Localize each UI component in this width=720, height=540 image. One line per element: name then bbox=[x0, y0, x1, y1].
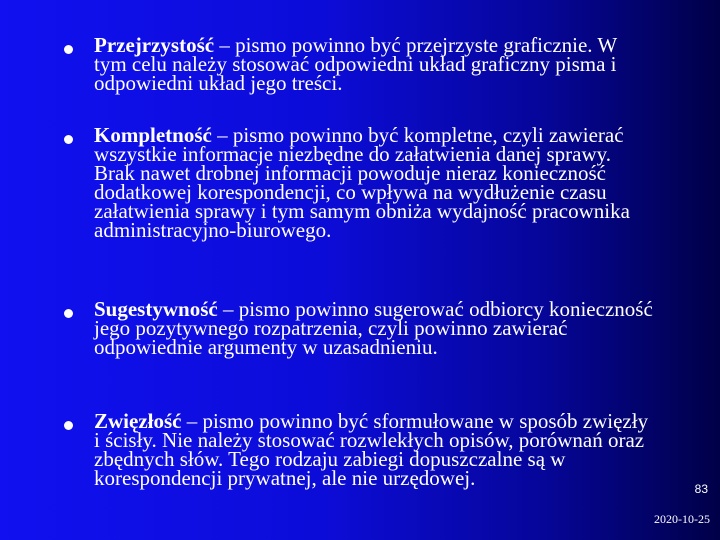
slide-date: 2020-10-25 bbox=[654, 512, 710, 526]
page-number: 83 bbox=[694, 482, 708, 496]
bullet-dot-icon bbox=[64, 309, 73, 318]
bullet-text bbox=[94, 297, 654, 359]
bullet-term: Przejrzystość bbox=[94, 33, 215, 57]
bullet-term: Sugestywność bbox=[94, 297, 218, 321]
bullet-text bbox=[94, 123, 654, 242]
bullet-dot-icon bbox=[64, 421, 73, 430]
bullet-description: – pismo powinno być sformułowane w sposób zwięzły i ścisły. Nie należy stosować rozwlekłych opisów, porównań oraz zbędnych słów. Tego rodzaju zabiegi dopuszczalne są w korespondencji prywatnej, ale nie urzędowej. bbox=[94, 409, 649, 490]
bullet-text bbox=[94, 33, 654, 95]
bullet-description: – pismo powinno być kompletne, czyli zawierać wszystkie informacje niezbędne do załatwienia danej sprawy. Brak nawet drobnej informacji powoduje nieraz konieczność dodatkowej korespondencji, co wpływa na wydłużenie czasu załatwienia sprawy i tym samym obniża wydajność pracownika administracyjno-biurowego. bbox=[94, 123, 630, 242]
bullet-term: Zwięzłość bbox=[94, 409, 182, 433]
bullet-term: Kompletność bbox=[94, 123, 212, 147]
bullet-dot-icon bbox=[64, 135, 73, 144]
bullet-description: – pismo powinno być przejrzyste graficznie. W tym celu należy stosować odpowiedni układ graficzny pisma i odpowiedni układ jego treści. bbox=[94, 33, 617, 95]
bullet-text bbox=[94, 409, 654, 490]
bullet-dot-icon bbox=[64, 45, 73, 54]
bullet-description: – pismo powinno sugerować odbiorcy konieczność jego pozytywnego rozpatrzenia, czyli powinno zawierać odpowiednie argumenty w uzasadnieniu. bbox=[94, 297, 653, 359]
